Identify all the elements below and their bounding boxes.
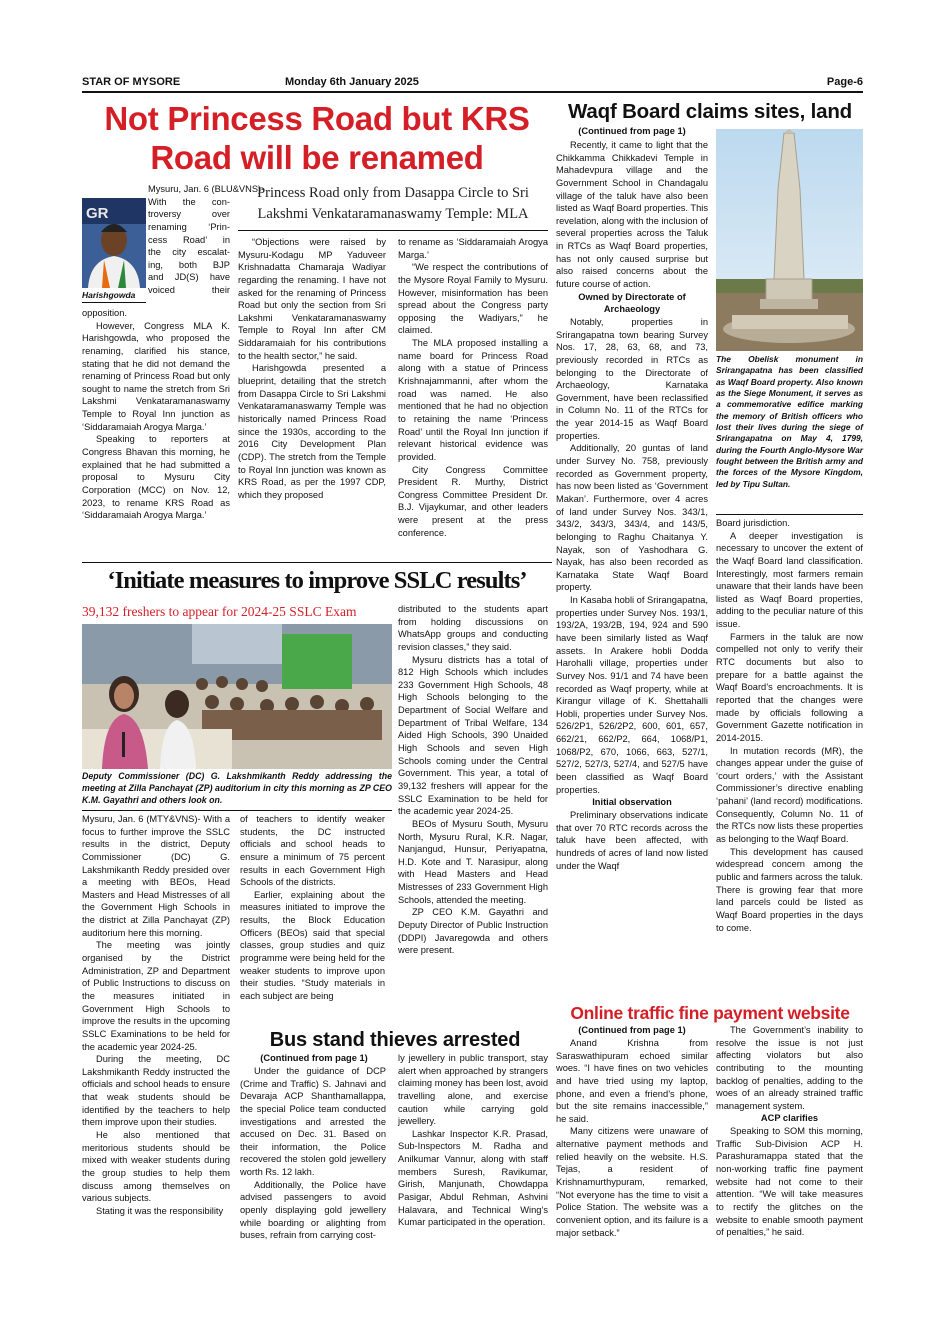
sslc-meeting-image [82,624,392,769]
story3-continued: (Continued from page 1) [260,1053,368,1063]
svg-text:GR: GR [86,205,109,222]
lede-line: and JD(S) have [148,272,230,283]
story1-lede-wrap [148,183,265,297]
story1-headline [82,99,552,177]
story2-col3 [398,603,548,1023]
waqf-subhead-archaeology: Owned by Directorate of Archaeology [578,291,686,315]
paragraph: Anand Krishna from Saraswathipuram echoed similar woes. “I have fines on two vehicles and have tried using my laptop, phone, and even a friend’s phone, but the site remains inaccessible,” he said. [556,1038,708,1124]
paragraph: Preliminary observations indicate that over 70 RTC records across the taluk have been affected, with hundreds of acres of land now listed under the Waqf [556,809,708,871]
paragraph: Mysuru districts has a total of 812 High Schools which includes 233 Government High Schools, 48 High Schools belonging to the Department of Social Welfare and Department of Tribal Welfare, 134 Aided High Schools, 390 Unaided High Schools and seven High Schools coming under the Central Government. This year, a total of 39,132 freshers will appear for the SSLC Examination to be held for the academic year 2024-25. [398,654,548,817]
paragraph: of teachers to identify weaker students, the DC instructed officials and school heads to ensure a minimum of 75 percent results in each Government High Schools of the districts. [240,814,385,888]
paragraph: However, Congress MLA K. Harishgowda, who proposed the renaming, clarified his stance, stating that he did not demand the renaming of Princess Road but only sought to name the stretch from Sri Lakshmi Venkataramanaswamy Temple to Royal Inn junction as ‘Siddaramaiah Arogya Marga.’ [82,320,230,432]
story2-col1 [82,813,230,1263]
paragraph: In mutation records (MR), the changes appear under the guise of ‘court orders,’ with the Assistant Commissioner’s directive enabling ‘pahani’ (land record) modifications. Consequently, Column No. 11 of the RTCs now lists these properties as belonging to the Waqf Board. [716,745,863,845]
paragraph: He also mentioned that meritorious students should be mixed with weaker students during the group studies to help them discuss among themselves on various subjects. [82,1130,230,1204]
harishgowda-caption: Harishgowda [82,290,146,303]
lede-line: Mysuru, Jan. 6 (BLU&VNS)- [148,184,265,194]
story1-headline-line2: Road will be renamed [150,139,484,176]
issue-date: Monday 6th January 2025 [285,76,419,88]
paragraph: BEOs of Mysuru South, Mysuru North, Mysuru Rural, K.R. Nagar, Nanjangud, Hunsur, Periyapatna, H.D. Kote and T. Narasipur, along with Head Masters and Head Mistresses of 233 Government High Schools, attended the meeting. [398,818,548,905]
paper-name: STAR OF MYSORE [82,76,181,88]
obelisk-image [716,129,863,351]
paragraph: Speaking to SOM this morning, Traffic Sub-Division ACP H. Parashuramappa stated that the non-working traffic fine payment website had not come to their attention. “We will take measures to rectify the glitches on the website to enable smooth payment of penalties,” he said. [716,1126,863,1238]
paragraph: Additionally, the Police have advised passengers to avoid openly displaying gold jewellery while boarding or alighting from buses, refrain from carrying cost- [240,1179,386,1241]
traffic-subhead-acp: ACP clarifies [760,1113,819,1124]
paragraph: Recently, it came to light that the Chikkamma Chikkadevi Temple in Mahadevpura village and the Government School in Chandagalu village of the taluk have also been listed as Waqf Board properties. This revelation, along with the inclusion of several properties across the Taluk in RTCs as Waqf Board properties, has not only caused surprise but also raised concerns about the future course of action. [556,140,708,290]
sslc-photo-caption: Deputy Commissioner (DC) G. Lakshmikanth Reddy addressing the meeting at Zilla Panchayat (ZP) auditorium in city this morning as ZP CEO K.M. Gayathri and others look on. [82,771,392,805]
paragraph: to rename as ‘Siddaramaiah Arogya Marga.’ [398,237,548,260]
paragraph: Many citizens were unaware of alternative payment methods and relied heavily on the website. H.S. Tejas, a resident of Krishnamurthypuram, remarked, “Not everyone has the time to visit a Police Station. The website was a convenient option, and its failure is a major setback.” [556,1126,708,1238]
harishgowda-portrait [82,198,146,288]
paragraph: The meeting was jointly organised by the District Administration, ZP and Department of Public Instructions to discuss on the measures initiated in Government High Schools to improve the results in the upcoming SSLC Examinations to be held for the academic year 2024-25. [82,940,230,1052]
story1-col2 [238,236,386,558]
paragraph: This development has caused widespread concern among the public and farmers across the taluk. There is growing fear that more land parcels could be listed as Waqf Board properties in the days to come. [716,846,863,933]
paragraph: Earlier, explaining about the measures initiated to improve the results, the Block Education Officers (BEOs) said that special classes, group studies and quiz programme were being held for the weaker students to improve upon their studies. “Study materials in each subject are being [240,889,385,1001]
lede-line: the city escalat- [148,247,230,258]
paragraph: The Government’s inability to resolve the issue is not just affecting violators but also contributing to the mounting backlog of penalties, adding to the woes of an already strained traffic management system. [716,1025,863,1111]
paragraph: Farmers in the taluk are now compelled not only to verify their RTC documents but also to prepare for a battle against the Waqf Board’s encroachments. It is reported that the changes were made by officials following a Government Gazette notification in 2014-2015. [716,631,863,743]
story5-continued: (Continued from page 1) [578,1025,686,1035]
paragraph: ly jewellery in public transport, stay alert when approached by strangers claiming money has been lost, avoid travelling alone, and exercise caution while carrying gold jewellery. [398,1053,548,1127]
waqf-subhead-initial-observation: Initial observation [592,797,672,808]
paragraph: Additionally, 20 guntas of land under Survey No. 758, previously recorded as Government property, has now been listed as ‘Government Makan’. Furthermore, over 4 acres of land under Survey Nos. 343/1, 343/2, 343/3, 343/4, and 143/5, belonging to Raghu Chaitanya Y. Nayak, son of Yashodhara G. Nayak, has also been recorded as Karnataka State Waqf Board property. [556,443,708,593]
story1-col1-body [82,307,230,522]
lede-line: cess Road’ in [148,234,230,245]
story4-headline: Waqf Board claims sites, land [568,100,852,123]
obelisk-caption-rule [716,514,863,515]
paragraph: Under the guidance of DCP (Crime and Traffic) S. Jahnavi and Devaraja ACP Shanthamallappa, the special Police team conducted investigations and arrested the accused on Dec. 31. Based on their information, the Police recovered the stolen gold jewellery worth Rs. 12 lakh. [240,1066,386,1178]
harishgowda-photo [82,198,146,288]
page-number: Page-6 [826,76,863,88]
story1-headline-line1: Not Princess Road but KRS [104,100,530,137]
paragraph: Board jurisdiction. [716,518,790,528]
paragraph: The MLA proposed installing a name board for Princess Road along with a statue of Princess Krishnajammanni, after whom the road was named. He also mentioned that he had no objection to retaining the name ‘Princess Road’ until the Royal Inn junction if relevant historical evidence was provided. [398,338,548,462]
header-rule [82,91,863,93]
story1-col3 [398,236,548,558]
running-header [82,75,863,91]
paragraph: “Objections were raised by Mysuru-Kodagu MP Yaduveer Krishnadatta Chamaraja Wadiyar regarding the renaming. I have not asked for the renaming of Princess Road but only the section from Sri Lakshmi Venkataramanaswamy Temple to Royal Inn after CM Siddaramaiah for his contributions to the health sector,” he said. [238,237,386,361]
paragraph: “We respect the contributions of the Mysore Royal Family to Mysuru. However, misinformation has been spread about the Congress party opposing the Wadiyars,” he claimed. [398,262,548,336]
lede-line: troversy over [148,209,230,220]
paragraph: Harishgowda presented a blueprint, detailing that the stretch from Dasappa Circle to Sri Lakshmi Venkataramanaswamy Temple was historically named Princess Road since the 1930s, according to the 2016 City Development Plan (CDP). The stretch from the Temple to Royal Inn junction was known as KRS Road, as per the 1997 CDP, which they proposed [238,363,386,500]
sslc-caption-rule [82,810,392,811]
lede-line: With the con- [148,196,230,207]
story2-headline: ‘Initiate measures to improve SSLC results’ [107,567,527,594]
paragraph: Speaking to reporters at Congress Bhavan this morning, he explained that he had submitted a proposal to Mysuru City Corporation (MCC) on Nov. 12, 2023, to rename KRS Road as ‘Siddaramaiah Arogya Marga.’ [82,434,230,521]
paragraph: City Congress Committee President R. Murthy, District Congress Committee President Dr. B.J. Vijaykumar, and other leaders were present at the press conference. [398,464,548,538]
story3-headline: Bus stand thieves arrested [269,1029,521,1051]
story4-col2 [716,517,863,999]
story3-col1 [240,1065,386,1265]
paragraph: Notably, properties in Srirangapatna town bearing Survey Nos. 17, 28, 63, 68, and 73, previously recorded in RTCs as belonging to the Directorate of Archaeology, Karnataka Government, have been reclassified in Column No. 11 of the RTCs for the year 2014-15 as Waqf Board properties. [556,316,708,441]
story5-col1 [556,1037,708,1265]
paragraph: A deeper investigation is necessary to uncover the extent of the Waqf Board land classification. Interestingly, most farmers remain unaware that their lands have been listed as Waqf Board properties, adding to the peculiar nature of this issue. [716,530,863,630]
paragraph: ZP CEO K.M. Gayathri and Deputy Director of Public Instruction (DDPI) Javaregowda and others were present. [398,907,548,956]
paragraph: distributed to the students apart from holding discussions on WhatsApp groups and conducting revision classes,” they said. [398,604,548,652]
story1-subhead: Princess Road only from Dasappa Circle to Sri Lakshmi Venkataramanaswamy Temple: MLA [257,185,529,222]
story5-headline: Online traffic fine payment website [570,1003,850,1023]
lede-line: renaming ‘Prin- [148,221,230,232]
story3-col2 [398,1052,548,1265]
story1-bottom-rule [82,562,552,563]
lede-line: ing, both BJP [148,259,230,270]
story1-col1 [82,183,265,558]
paragraph: In Kasaba hobli of Srirangapatna, properties under Survey Nos. 193/1, 193/2A, 193/2B, 194, 924 and 590 have been similarly listed as Waqf assets. In Arakere hobli Dodda Harohalli village, properties under Survey Nos. 91/1 and 74 have been recorded as Waqf property, while at Kirangur village of K. Shettahalli Hobli, properties under Survey Nos. 526/2P1, 526/2P2, 600, 601, 657, 662/21, 662/P2, 664, 1068/P1, 1068/P2, 670, 1066, 663, 527/1, 527/2, 527/3, 527/4, and 527/5 have been classified as Waqf Board properties. [556,595,709,795]
story5-col2 [716,1024,863,1265]
story2-col2 [240,813,385,1025]
story4-continued: (Continued from page 1) [578,126,686,136]
lede-line: voiced their [148,285,230,296]
paragraph: Stating it was the responsibility [96,1205,224,1216]
story4-col1 [556,139,708,999]
paragraph: Lashkar Inspector K.R. Prasad, Sub-Inspectors M. Radha and Anilkumar Vannur, along with staff members Suresh, Ravikumar, Girish, Manjunath, Chowdappa Pasigar, Abdul Rehman, Ashvini Halavara, and Technical Wing’s Kumar participated in the operation. [398,1128,548,1228]
obelisk-caption: The Obelisk monument in Srirangapatna has been classified as Waqf Board property. Also known as the Siege Monument, it serves as a commemorative edifice marking the memory of British officers who lost their lives during the siege of Srirangapatna on May 4, 1799, during the Fourth Anglo-Mysore War fought between the British army and the forces of the Mysore Kingdom, led by Tipu Sultan. [716,354,863,489]
sslc-meeting-photo [82,624,392,769]
story2-subhead: 39,132 freshers to appear for 2024-25 SSLC Exam [82,604,357,619]
story1-subhead-rule [238,230,548,231]
obelisk-photo [716,129,863,351]
paragraph: During the meeting, DC Lakshmikanth Reddy instructed the officials and school heads to ensure that weak students should be identified by the teachers to help them improve upon their studies. [82,1054,230,1128]
paragraph: opposition. [82,308,127,318]
paragraph: Mysuru, Jan. 6 (MTY&VNS)- With a focus to further improve the SSLC results in the district, Deputy Commissioner (DC) G. Lakshmikanth Reddy presided over a meeting with BEOs, Head Masters and Head Mistresses of all the Government High Schools in the district at Zilla Panchayat (ZP) auditorium here this morning. [82,814,230,938]
